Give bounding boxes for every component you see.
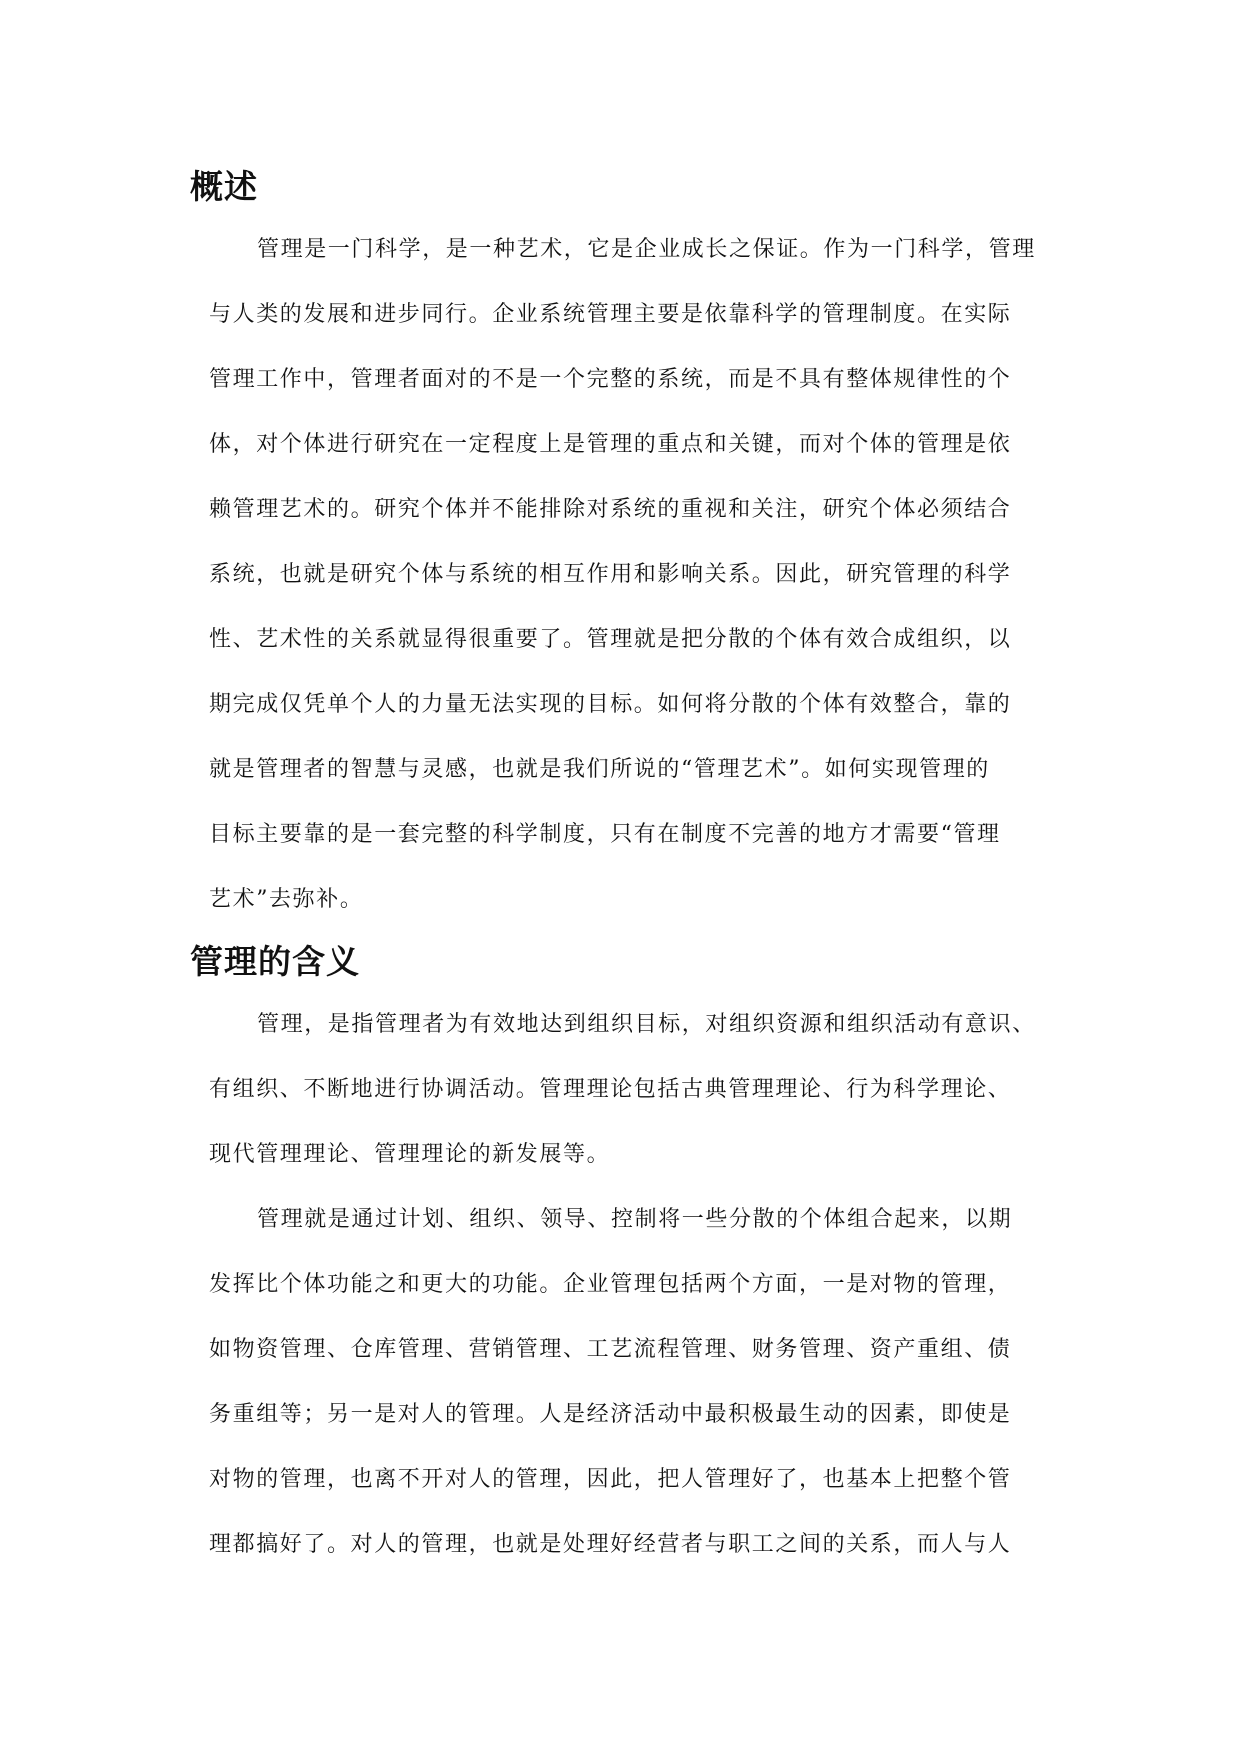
paragraph-line: 与人类的发展和进步同行。企业系统管理主要是依靠科学的管理制度。在实际 <box>209 302 1012 327</box>
paragraph-line: 务重组等；另一是对人的管理。人是经济活动中最积极最生动的因素，即使是 <box>209 1402 1012 1427</box>
paragraph-line: 管理，是指管理者为有效地达到组织目标，对组织资源和组织活动有意识、 <box>257 1012 1036 1037</box>
section-heading-overview: 概述 <box>190 167 258 206</box>
paragraph-line: 体，对个体进行研究在一定程度上是管理的重点和关键，而对个体的管理是依 <box>209 432 1012 457</box>
paragraph-line: 赖管理艺术的。研究个体并不能排除对系统的重视和关注，研究个体必须结合 <box>209 497 1012 522</box>
paragraph-line: 系统，也就是研究个体与系统的相互作用和影响关系。因此，研究管理的科学 <box>209 562 1012 587</box>
paragraph-line: 管理就是通过计划、组织、领导、控制将一些分散的个体组合起来，以期 <box>257 1207 1013 1232</box>
paragraph-line: 就是管理者的智慧与灵感，也就是我们所说的“管理艺术”。如何实现管理的 <box>209 757 990 782</box>
paragraph-line: 对物的管理，也离不开对人的管理，因此，把人管理好了，也基本上把整个管 <box>209 1467 1012 1492</box>
paragraph-line: 如物资管理、仓库管理、营销管理、工艺流程管理、财务管理、资产重组、债 <box>209 1337 1012 1362</box>
paragraph-line: 理都搞好了。对人的管理，也就是处理好经营者与职工之间的关系，而人与人 <box>209 1532 1012 1557</box>
paragraph-line: 期完成仅凭单个人的力量无法实现的目标。如何将分散的个体有效整合，靠的 <box>209 692 1012 717</box>
paragraph-line: 管理工作中，管理者面对的不是一个完整的系统，而是不具有整体规律性的个 <box>209 367 1012 392</box>
paragraph-line: 目标主要靠的是一套完整的科学制度，只有在制度不完善的地方才需要“管理 <box>209 822 1001 847</box>
paragraph-line: 有组织、不断地进行协调活动。管理理论包括古典管理理论、行为科学理论、 <box>209 1077 1012 1102</box>
paragraph-line: 发挥比个体功能之和更大的功能。企业管理包括两个方面，一是对物的管理， <box>209 1272 1012 1297</box>
paragraph-line: 艺术”去弥补。 <box>209 887 364 912</box>
paragraph-line: 管理是一门科学，是一种艺术，它是企业成长之保证。作为一门科学，管理 <box>257 237 1036 262</box>
paragraph-line: 性、艺术性的关系就显得很重要了。管理就是把分散的个体有效合成组织，以 <box>209 627 1012 652</box>
paragraph-line: 现代管理理论、管理理论的新发展等。 <box>209 1142 611 1167</box>
section-heading-meaning: 管理的含义 <box>190 942 360 981</box>
